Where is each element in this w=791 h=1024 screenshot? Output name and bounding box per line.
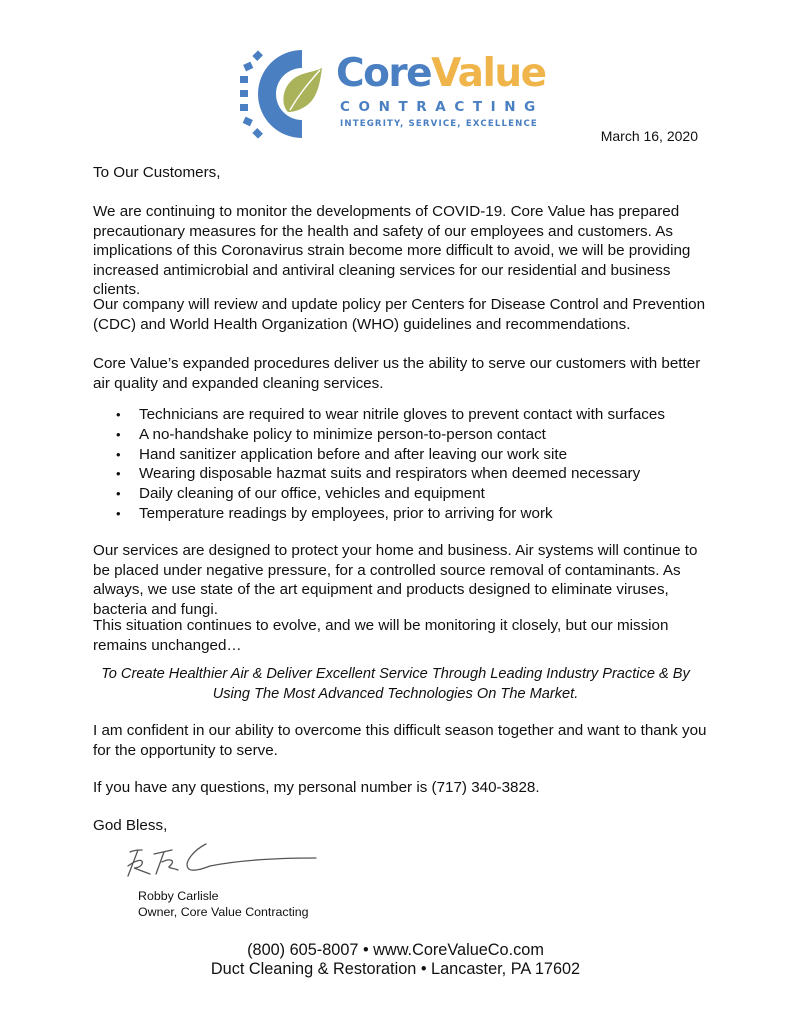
mission-statement: To Create Healthier Air & Deliver Excellent Service Through Leading Industry Practice & By Using The Most Advanced Technologies On The Market. <box>101 666 690 702</box>
list-item-text: Daily cleaning of our office, vehicles and equipment <box>139 485 485 503</box>
greeting: To Our Customers, <box>93 164 221 181</box>
bullet-icon: • <box>116 466 121 482</box>
signer-title: Owner, Core Value Contracting <box>138 905 309 919</box>
list-item <box>93 504 713 524</box>
gear-leaf-c-logo-icon <box>240 46 328 142</box>
list-item-text: Technicians are required to wear nitrile gloves to prevent contact with surfaces <box>139 406 665 423</box>
list-item-text: Wearing disposable hazmat suits and respirators when deemed necessary <box>139 465 641 483</box>
logo-subtitle: CONTRACTING <box>340 99 544 115</box>
company-logo <box>240 46 560 142</box>
list-item-text: Temperature readings by employees, prior to arriving for work <box>139 504 553 522</box>
list-item <box>93 484 713 504</box>
signature-icon <box>120 840 320 880</box>
paragraph-policy: Our company will review and update policy per Centers for Disease Control and Prevention (CDC) and World Health Organization (WHO) guidelines and recommendations. <box>93 296 706 333</box>
paragraph-situation: This situation continues to evolve, and we will be monitoring it closely, but our mission remains unchanged… <box>93 617 669 654</box>
list-item <box>93 405 713 425</box>
list-item <box>93 445 713 465</box>
logo-tagline: INTEGRITY, SERVICE, EXCELLENCE <box>340 119 538 129</box>
list-item <box>93 464 713 484</box>
logo-word-value: Value <box>431 51 546 96</box>
logo-wordmark <box>336 52 546 96</box>
closing: God Bless, <box>93 817 168 834</box>
procedures-list <box>93 405 713 524</box>
signer-name: Robby Carlisle <box>138 889 219 903</box>
footer-contact <box>0 941 791 979</box>
bullet-icon: • <box>116 407 121 422</box>
signer-block <box>138 888 309 920</box>
bullet-icon: • <box>116 426 121 442</box>
paragraph-thanks: I am confident in our ability to overcome this difficult season together and want to thank you for the opportunity to serve. <box>93 722 707 759</box>
bullet-icon: • <box>116 505 121 521</box>
paragraph-intro: We are continuing to monitor the developments of COVID-19. Core Value has prepared precautionary measures for the health and safety of our employees and customers. As implications of this Coronavirus strain become more difficult to avoid, we will be providing increased antimicrobial and antiviral cleaning services for our residential and business clients. <box>93 203 691 299</box>
list-item-text: Hand sanitizer application before and after leaving our work site <box>139 445 568 463</box>
paragraph-procedures: Core Value’s expanded procedures deliver us the ability to serve our customers with better air quality and expanded cleaning services. <box>93 355 701 392</box>
logo-word-core: Core <box>336 51 432 96</box>
list-item-text: A no-handshake policy to minimize person-to-person contact <box>139 425 546 443</box>
footer-services-address: Duct Cleaning & Restoration • Lancaster, PA 17602 <box>210 960 581 978</box>
list-item <box>93 425 713 445</box>
letter-date: March 16, 2020 <box>600 128 698 144</box>
paragraph-services: Our services are designed to protect your home and business. Air systems will continue to be placed under negative pressure, for a controlled source removal of contaminants. As always, we use state of the art equipment and products designed to eliminate viruses, bacteria and fungi. <box>93 542 698 618</box>
bullet-icon: • <box>116 486 121 502</box>
footer-phone-website: (800) 605-8007 • www.CoreValueCo.com <box>247 941 544 959</box>
bullet-icon: • <box>116 446 121 462</box>
paragraph-contact: If you have any questions, my personal number is (717) 340-3828. <box>93 779 540 796</box>
